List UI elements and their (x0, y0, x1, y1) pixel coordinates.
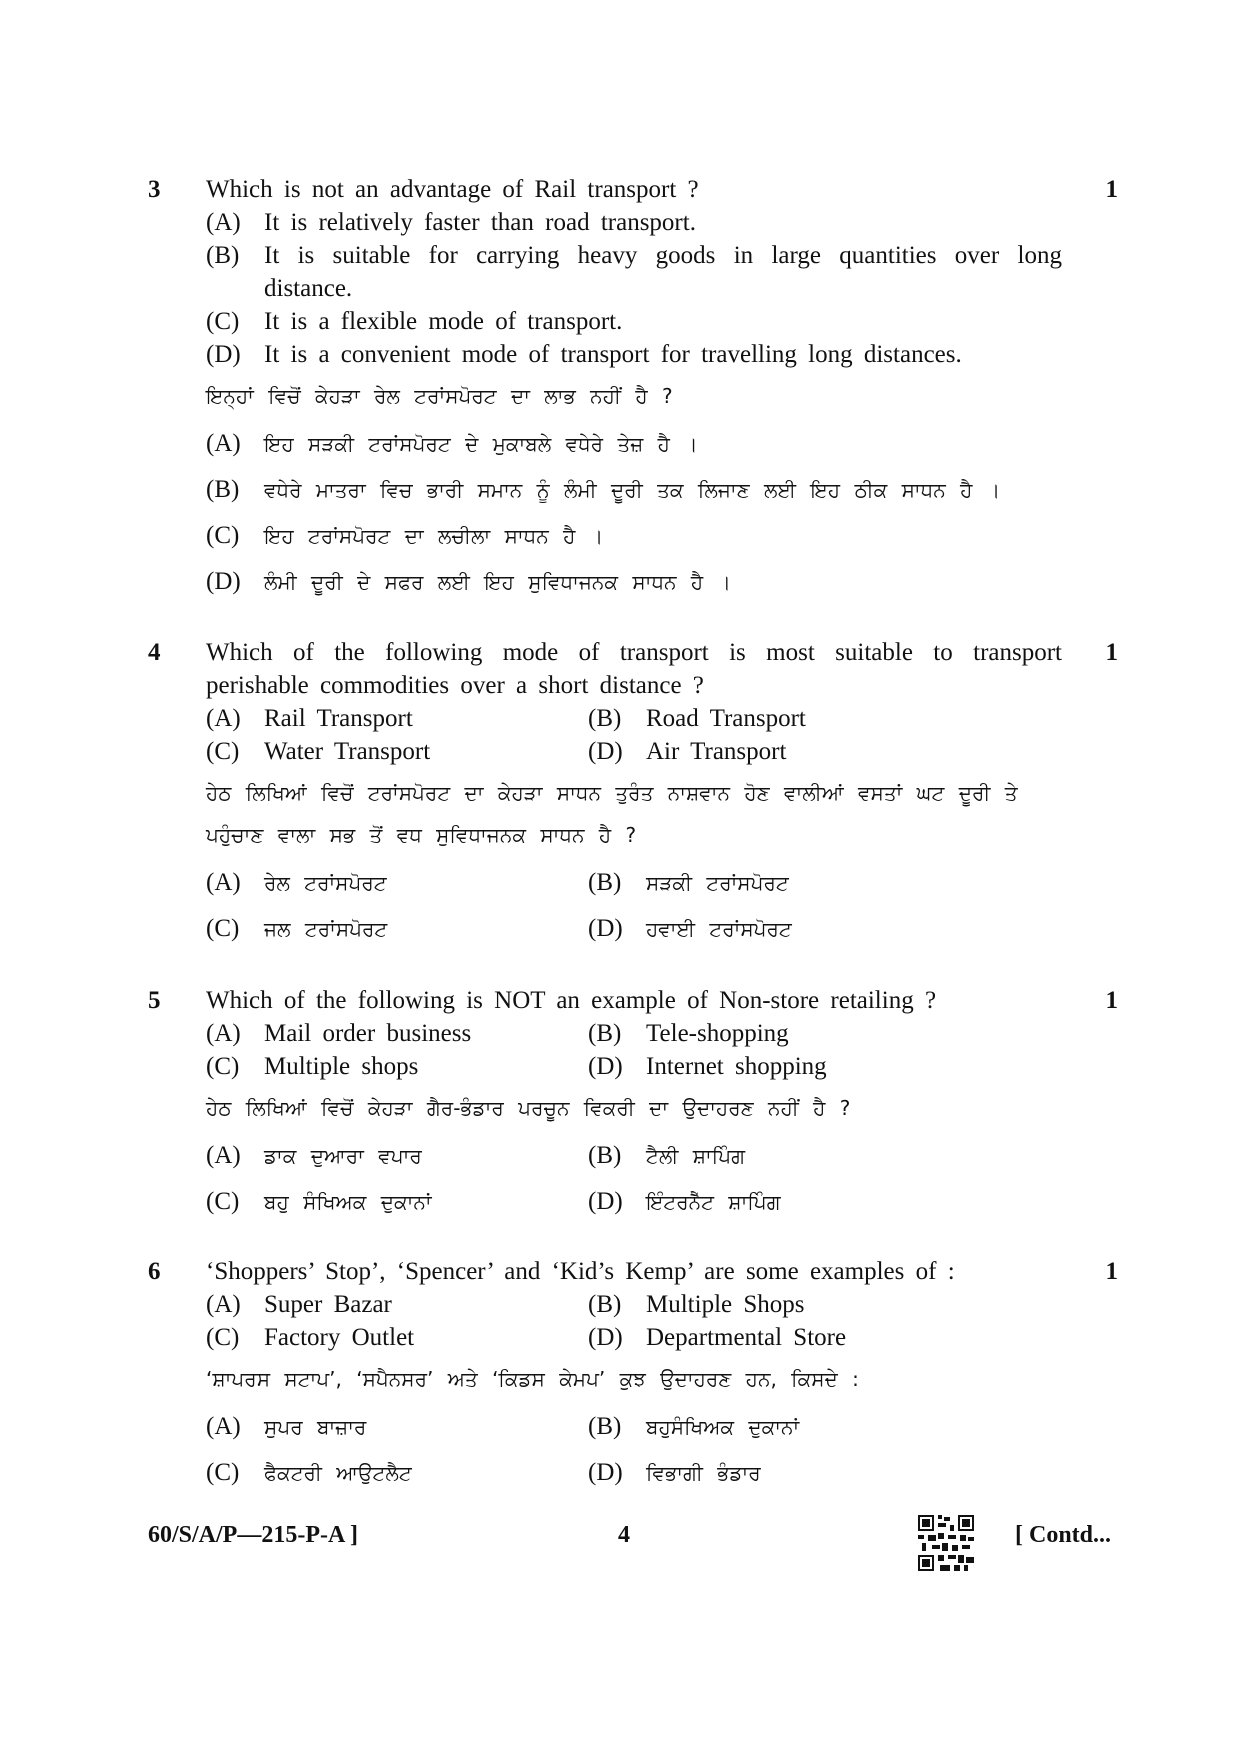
option-letter: (D) (588, 1188, 623, 1215)
option-text: ਇਹ ਸੜਕੀ ਟਰਾਂਸਪੋਰਟ ਦੇ ਮੁਕਾਬਲੇ ਵਧੇਰੇ ਤੇਜ਼ ਹੈ । (264, 432, 698, 456)
option-pa-c (206, 906, 588, 952)
option-letter: (C) (206, 522, 240, 549)
option-pa-b (206, 467, 1062, 513)
question-marks: 1 (1105, 176, 1118, 203)
question-3 (148, 173, 1118, 605)
option-en-d (588, 1321, 1062, 1354)
option-letter: (A) (206, 430, 241, 457)
option-en-c (206, 1321, 588, 1354)
option-text: ਸੁਪਰ ਬਾਜ਼ਾਰ (264, 1415, 367, 1439)
options-pa (206, 1133, 1062, 1225)
option-text: It is a flexible mode of transport. (264, 308, 623, 335)
option-pa-d (588, 1179, 1062, 1225)
question-stem-pa-line1: ਹੇਠ ਲਿਖਿਆਂ ਵਿਚੋਂ ਟਰਾਂਸਪੋਰਟ ਦਾ ਕੇਹੜਾ ਸਾਧਨ ਤੁਰੰਤ ਨਾਸ਼ਵਾਨ ਹੋਣ ਵਾਲੀਆਂ ਵਸਤਾਂ ਘਟ ਦੂਰੀ ਤੇ (206, 781, 1018, 805)
option-text: Factory Outlet (264, 1324, 415, 1351)
page-number: 4 (618, 1522, 630, 1548)
option-pa-a (206, 1133, 588, 1179)
option-text: Departmental Store (646, 1324, 847, 1351)
option-en-a (206, 1288, 588, 1321)
option-pa-b (588, 1404, 1062, 1450)
question-6 (148, 1255, 1118, 1496)
option-letter: (D) (588, 1324, 623, 1351)
option-text: Super Bazar (264, 1291, 392, 1318)
option-letter: (C) (206, 308, 240, 335)
option-letter: (C) (206, 1324, 240, 1351)
option-en-c (206, 305, 1062, 338)
option-pa-c (206, 1179, 588, 1225)
question-body (206, 636, 1062, 952)
question-number: 4 (148, 639, 161, 666)
option-en-d (588, 1050, 1062, 1083)
option-text: ਬਹੁਸੰਖਿਅਕ ਦੁਕਾਨਾਂ (646, 1415, 800, 1439)
option-letter: (D) (588, 738, 623, 765)
option-en-d (206, 338, 1062, 371)
question-5 (148, 984, 1118, 1225)
question-stem-pa: ਹੇਠ ਲਿਖਿਆਂ ਵਿਚੋਂ ਕੇਹੜਾ ਗੈਰ-ਭੰਡਾਰ ਪਰਚੂਨ ਵਿਕਰੀ ਦਾ ਉਦਾਹਰਣ ਨਹੀਂ ਹੈ ? (206, 1096, 851, 1120)
options-pa (206, 421, 1062, 605)
option-en-c (206, 1050, 588, 1083)
option-en-b (588, 702, 1062, 735)
option-text: Tele-shopping (646, 1020, 789, 1047)
option-letter: (B) (588, 1020, 622, 1047)
option-pa-d (206, 559, 1062, 605)
option-letter: (A) (206, 1413, 241, 1440)
question-marks: 1 (1105, 987, 1118, 1014)
option-text: Internet shopping (646, 1053, 827, 1080)
question-stem-en: Which of the following mode of transport is most suitable to transport perishable commodities over a short distance ? (206, 639, 1062, 699)
option-text: Water Transport (264, 738, 431, 765)
option-text: ਵਧੇਰੇ ਮਾਤਰਾ ਵਿਚ ਭਾਰੀ ਸਮਾਨ ਨੂੰ ਲੰਮੀ ਦੂਰੀ ਤਕ ਲਿਜਾਣ ਲਈ ਇਹ ਠੀਕ ਸਾਧਨ ਹੈ । (264, 478, 1001, 502)
options-pa (206, 860, 1062, 952)
option-text: ਬਹੁ ਸੰਖਿਅਕ ਦੁਕਾਨਾਂ (264, 1190, 432, 1214)
option-en-b (588, 1288, 1062, 1321)
question-stem-en: Which is not an advantage of Rail transport ? (206, 176, 699, 203)
option-letter: (A) (206, 1142, 241, 1169)
paper-code: 60/S/A/P—215-P-A ] (148, 1522, 358, 1548)
option-letter: (D) (588, 1053, 623, 1080)
option-pa-a (206, 1404, 588, 1450)
option-letter: (A) (206, 1020, 241, 1047)
option-letter: (B) (206, 242, 240, 269)
question-4 (148, 636, 1118, 952)
option-text: ਇੰਟਰਨੈੱਟ ਸ਼ਾਪਿੰਗ (646, 1190, 781, 1214)
question-body (206, 173, 1062, 605)
option-letter: (A) (206, 1291, 241, 1318)
options-en (206, 1017, 1062, 1083)
option-letter: (A) (206, 869, 241, 896)
option-text: Air Transport (646, 738, 787, 765)
question-body (206, 1255, 1062, 1496)
option-text: ਲੰਮੀ ਦੂਰੀ ਦੇ ਸਫਰ ਲਈ ਇਹ ਸੁਵਿਧਾਜਨਕ ਸਾਧਨ ਹੈ । (264, 570, 732, 594)
question-number: 3 (148, 176, 161, 203)
option-pa-c (206, 513, 1062, 559)
option-letter: (A) (206, 209, 241, 236)
question-stem-en: ‘Shoppers’ Stop’, ‘Spencer’ and ‘Kid’s Kemp’ are some examples of : (206, 1258, 955, 1285)
option-pa-a (206, 421, 1062, 467)
option-letter: (B) (206, 476, 240, 503)
question-stem-pa: ਇਨ੍ਹਾਂ ਵਿਚੋਂ ਕੇਹੜਾ ਰੇਲ ਟਰਾਂਸਪੋਰਟ ਦਾ ਲਾਭ ਨਹੀਂ ਹੈ ? (206, 384, 673, 408)
option-pa-c (206, 1450, 588, 1496)
option-letter: (B) (588, 869, 622, 896)
option-text: Multiple Shops (646, 1291, 805, 1318)
option-pa-b (588, 860, 1062, 906)
option-letter: (B) (588, 1142, 622, 1169)
option-text: ਫੈਕਟਰੀ ਆਉਟਲੈਟ (264, 1461, 412, 1485)
option-text: ਡਾਕ ਦੁਆਰਾ ਵਪਾਰ (264, 1144, 422, 1168)
question-stem-pa: ‘ਸ਼ਾਪਰਸ ਸਟਾਪ’, ‘ਸਪੈਨਸਰ’ ਅਤੇ ‘ਕਿਡਸ ਕੇਮਪ’ ਕੁਝ ਉਦਾਹਰਣ ਹਨ, ਕਿਸਦੇ : (206, 1367, 859, 1391)
question-marks: 1 (1105, 639, 1118, 666)
option-en-d (588, 735, 1062, 768)
options-en (206, 702, 1062, 768)
question-number: 6 (148, 1258, 161, 1285)
option-text: Multiple shops (264, 1053, 419, 1080)
option-text: ਸੜਕੀ ਟਰਾਂਸਪੋਰਟ (646, 871, 789, 895)
option-letter: (C) (206, 1459, 240, 1486)
option-letter: (D) (206, 341, 241, 368)
option-text: ਜਲ ਟਰਾਂਸਪੋਰਟ (264, 917, 388, 941)
options-pa (206, 1404, 1062, 1496)
option-letter: (D) (206, 568, 241, 595)
option-pa-d (588, 906, 1062, 952)
option-letter: (C) (206, 1053, 240, 1080)
option-pa-a (206, 860, 588, 906)
option-en-a (206, 1017, 588, 1050)
option-text: It is relatively faster than road transport. (264, 209, 696, 236)
option-en-b (588, 1017, 1062, 1050)
option-text: It is suitable for carrying heavy goods in large quantities over long distance. (264, 242, 1062, 302)
option-en-a (206, 702, 588, 735)
option-text: ਵਿਭਾਗੀ ਭੰਡਾਰ (646, 1461, 761, 1485)
options-en (206, 1288, 1062, 1354)
option-text: Road Transport (646, 705, 806, 732)
continued-label: [ Contd... (1015, 1522, 1112, 1548)
question-stem-en: Which of the following is NOT an example of Non-store retailing ? (206, 987, 937, 1014)
option-text: ਇਹ ਟਰਾਂਸਪੋਰਟ ਦਾ ਲਚੀਲਾ ਸਾਧਨ ਹੈ । (264, 524, 604, 548)
option-text: It is a convenient mode of transport for travelling long distances. (264, 341, 962, 368)
option-text: ਰੇਲ ਟਰਾਂਸਪੋਰਟ (264, 871, 387, 895)
option-letter: (C) (206, 915, 240, 942)
option-letter: (A) (206, 705, 241, 732)
option-letter: (B) (588, 1291, 622, 1318)
option-text: ਹਵਾਈ ਟਰਾਂਸਪੋਰਟ (646, 917, 792, 941)
option-letter: (C) (206, 1188, 240, 1215)
question-number: 5 (148, 987, 161, 1014)
qr-code-icon (918, 1515, 974, 1571)
option-en-b (206, 239, 1062, 305)
question-body (206, 984, 1062, 1225)
option-letter: (D) (588, 1459, 623, 1486)
option-pa-d (588, 1450, 1062, 1496)
option-letter: (B) (588, 1413, 622, 1440)
option-pa-b (588, 1133, 1062, 1179)
option-en-a (206, 206, 1062, 239)
option-en-c (206, 735, 588, 768)
option-text: Rail Transport (264, 705, 413, 732)
option-letter: (B) (588, 705, 622, 732)
option-text: ਟੈਲੀ ਸ਼ਾਪਿੰਗ (646, 1144, 746, 1168)
option-letter: (C) (206, 738, 240, 765)
question-stem-pa-line2: ਪਹੁੰਚਾਣ ਵਾਲਾ ਸਭ ਤੋਂ ਵਧ ਸੁਵਿਧਾਜਨਕ ਸਾਧਨ ਹੈ ? (206, 823, 637, 847)
option-letter: (D) (588, 915, 623, 942)
question-marks: 1 (1105, 1258, 1118, 1285)
option-text: Mail order business (264, 1020, 472, 1047)
